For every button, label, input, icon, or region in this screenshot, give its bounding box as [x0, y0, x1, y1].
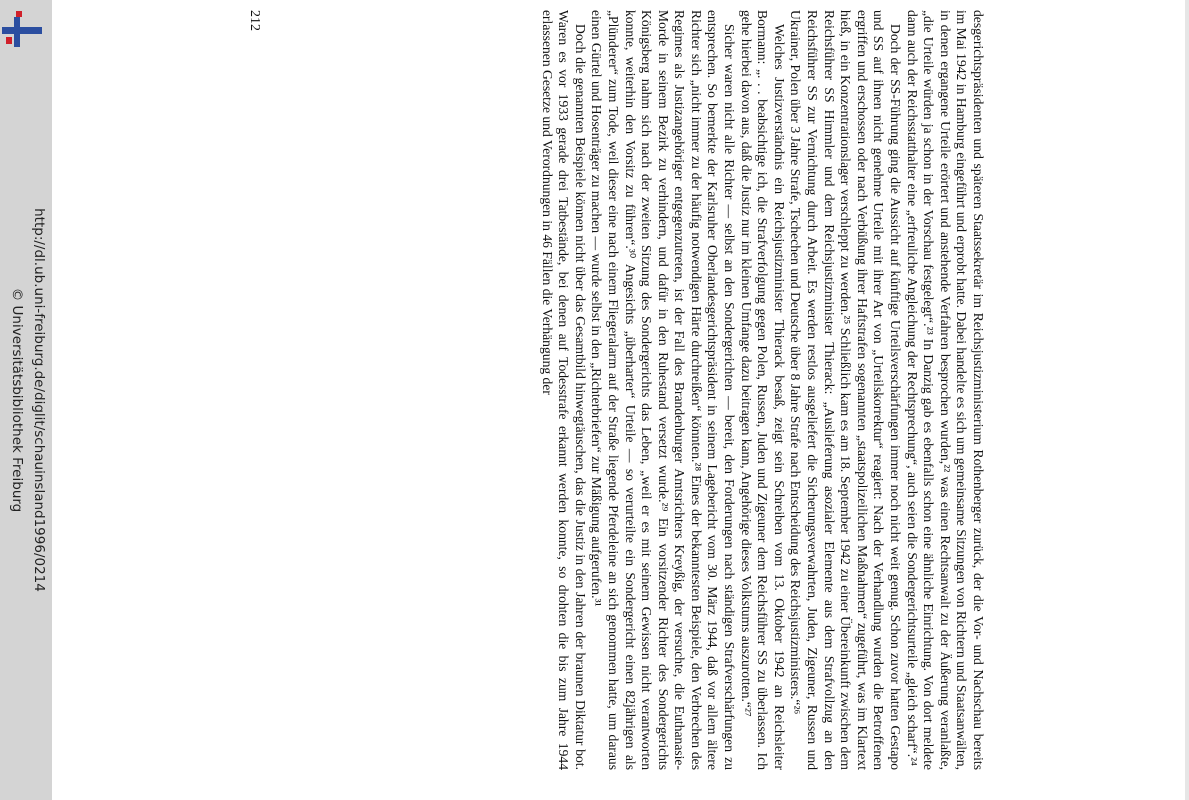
copyright-notice: © Universitätsbibliothek Freiburg: [9, 287, 25, 513]
scrollbar[interactable]: [1185, 0, 1189, 800]
viewer-sidebar: [0, 0, 52, 800]
paragraph: Doch der SS-Führung ging die Aussicht auf künftige Urteilsverschärfungen immer noch nicht weit genug. Schon zuvor hatten Gestapo und SS auf ihnen nicht genehme Urteile mit ihrer Art von „Urteilskorrektur“ reagiert: Nach der Verhandlung wurden die Betroffenen ergriffen und erschossen oder nach Verbüßung ihrer Haftstrafen sogenannten „staatspolizeilichen Maßnahmen“ zugeführt, was im Klartext hieß, in ein Konzentrationslager verschleppt zu werden.²⁵ Schließlich kam es am 18. September 1942 zu einer Übereinkunft zwischen dem Reichsführer SS Himmler und dem Reichsjustizminister Thierack: „Auslieferung asozialer Elemente aus dem Strafvollzug an den Reichsführer SS zur Vernichtung durch Arbeit. Es werden restlos ausgeliefert die Sicherungsverwahrten, Juden, Zigeuner, Russen und Ukrainer, Polen über 3 Jahre Strafe, Tschechen und Deutsche über 8 Jahre Strafe nach Entscheidung des Reichsjustizministers.“²⁶: [788, 10, 904, 770]
paragraph: desgerichtspräsidenten und späteren Staatssekretär im Reichsjustizministerium Rothenberger zurück, der die Vor- und Nachschau bereits im Mai 1942 in Hamburg eingeführt und erprobt hatte. Dabei handelte es sich um gemeinsame Sitzungen von Richtern und Staatsanwälten, in denen ergangene Urteile erörtert und anstehende Verfahren besprochen wurden,²² was einen Rechtsanwalt zu der Äußerung veranlaßte, „die Urteile würden ja schon in der Vorschau festgelegt“.²³ In Danzig gab es ebenfalls schon eine ähnliche Einrichtung. Von dort meldete dann auch der Reichsstatthalter eine „erfreuliche Angleichung der Rechtsprechung“, auch seien die Sondergerichtsurteile „gleich scharf“.²⁴: [904, 10, 986, 770]
paragraph: Doch die genannten Beispiele können nicht über das Gesamtbild hinwegtäuschen, das die Justiz in den Jahren der braunen Diktatur bot. Waren es vor 1933 gerade drei Tatbestände, bei denen auf Todesstrafe erkannt werden konnte, so drohten die bis zum Jahre 1944 erlassenen Gesetze und Verordnungen in 46 Fällen die Verhängung der: [539, 10, 588, 770]
source-url[interactable]: http://dl.ub.uni-freiburg.de/diglit/schauinsland1996/0214: [31, 208, 47, 592]
scanned-page: [246, 10, 986, 770]
sidebar-caption: [2, 10, 50, 790]
page-number: 212: [247, 10, 262, 31]
paragraph: Welches Justizverständnis ein Reichsjustizminister Thierack besaß, zeigt sein Schreiben vom 13. Oktober 1942 an Reichsleiter Bormann: „. . . beabsichtige ich, die Strafverfolgung gegen Polen, Russen, Juden und Zigeuner dem Reichsführer SS zu überlassen. Ich gehe hierbei davon aus, daß die Justiz nur im kleinen Umfange dazu beitragen kann, Angehörige dieses Volkstums auszurotten.“²⁷: [738, 10, 787, 770]
paragraph: Sicher waren nicht alle Richter — selbst an den Sondergerichten — bereit, den Forderungen nach ständigen Strafverschärfungen zu entsprechen. So bemerkte der Karlsruher Oberlandesgerichtspräsident in seinem Lagebericht vom 30. März 1944, daß vor allem ältere Richter sich „nicht immer zu der häufig notwendigen Härte durchreißen“ könnten.²⁸ Eines der bekanntesten Beispiele, den Verbrechen des Regimes als Justizangehöriger entgegenzutreten, ist der Fall des Brandenburger Amtsrichters Kreyßig, der versuchte, die Euthanasie-Morde in seinem Bezirk zu verhindern, und dafür in den Ruhestand versetzt wurde.²⁹ Ein vorsitzender Richter des Sondergerichts Königsberg nahm sich nach der zweiten Sitzung des Sondergerichts das Leben, „weil er es mit seinem Gewissen nicht verantworten konnte, weiterhin den Vorsitz zu führen“.³⁰ Angesichts „überharter“ Urteile — so verurteilte ein Sondergericht einen 82jährigen als „Plünderer“ zum Tode, weil dieser eine nach einem Fliegeralarm auf der Straße liegende Pferdeleine an sich genommen hatte, um daraus einen Gürtel und Hosenträger zu machen — wurde selbst in den „Richterbriefen“ zur Mäßigung aufgerufen.³¹: [589, 10, 738, 770]
page-body-text: [538, 10, 986, 770]
